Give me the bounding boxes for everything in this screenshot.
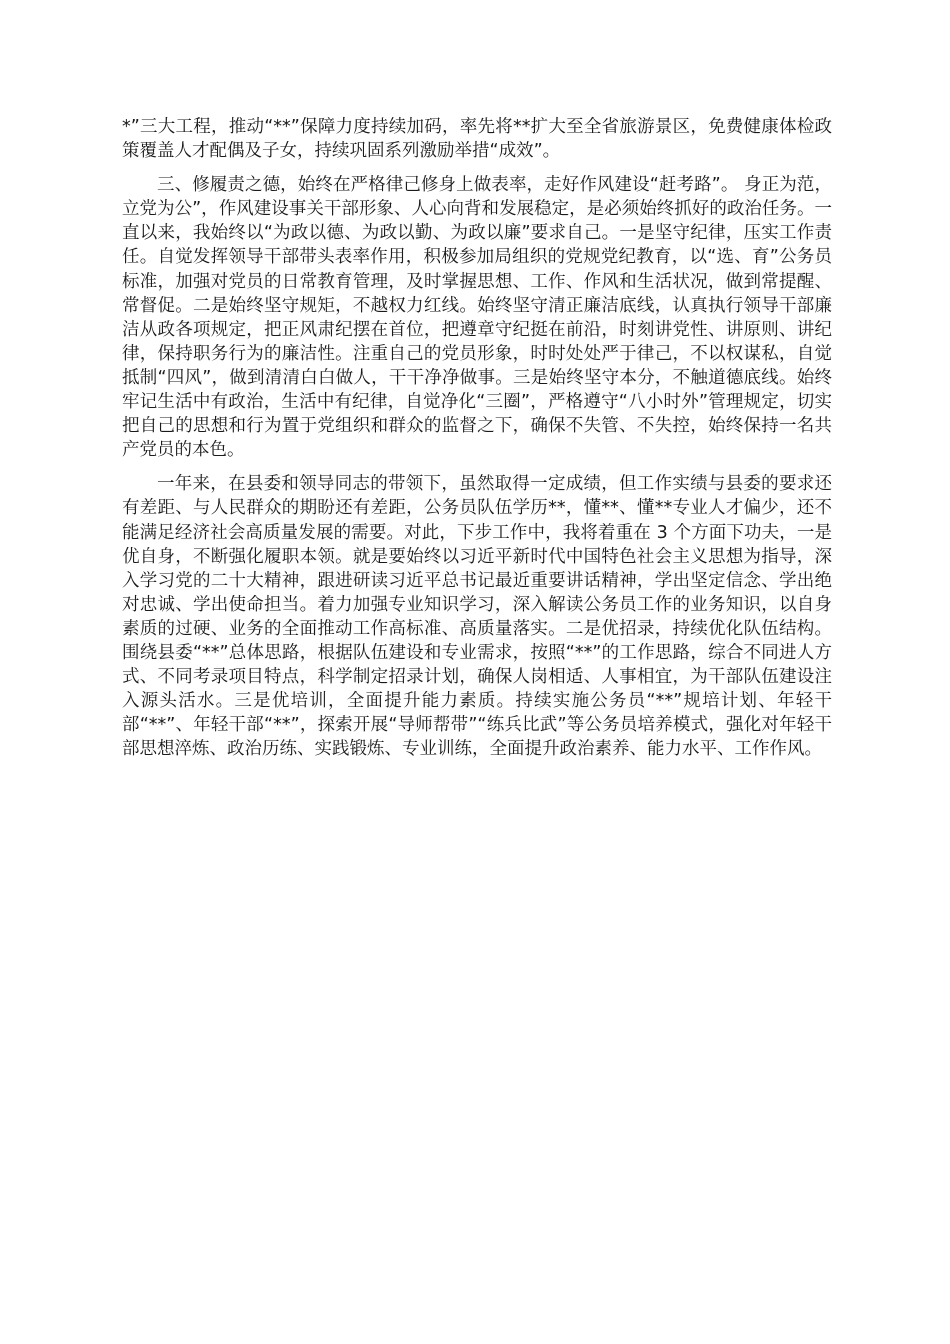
paragraph-continuation: *”三大工程，推动“**”保障力度持续加码，率先将**扩大至全省旅游景区，免费健康体检政策覆盖人才配偶及子女，持续巩固系列激励举措“成效”。 (122, 117, 832, 162)
document-body (122, 115, 832, 771)
paragraph-conduct: 三、修履责之德，始终在严格律己修身上做表率，走好作风建设“赶考路”。 身正为范，立党为公”，作风建设事关干部形象、人心向背和发展稳定，是必须始终抓好的政治任务。一直以来，我始终以“为政以德、为政以勤、为政以廉”要求自己。一是坚守纪律，压实工作责任。自觉发挥领导干部带头表率作用，积极参加局组织的党规党纪教育，以“选、育”公务员标准，加强对党员的日常教育管理，及时掌握思想、工作、作风和生活状况，做到常提醒、常督促。二是始终坚守规矩，不越权力红线。始终坚守清正廉洁底线，认真执行领导干部廉洁从政各项规定，把正风肃纪摆在首位，把遵章守纪挺在前沿，时刻讲党性、讲原则、讲纪律，保持职务行为的廉洁性。注重自己的党员形象，时时处处严于律己，不以权谋私，自觉抵制“四风”，做到清清白白做人，干干净净做事。三是始终坚守本分，不触道德底线。始终牢记生活中有政治，生活中有纪律，自觉净化“三圈”，严格遵守“八小时外”管理规定，切实把自己的思想和行为置于党组织和群众的监督之下，确保不失管、不失控，始终保持一名共产党员的本色。 (122, 175, 832, 461)
paragraph-next-steps: 一年来，在县委和领导同志的带领下，虽然取得一定成绩，但工作实绩与县委的要求还有差距、与人民群众的期盼还有差距，公务员队伍学历**，懂**、懂**专业人才偏少，还不能满足经济社会高质量发展的需要。对此，下步工作中，我将着重在 3 个方面下功夫，一是优自身，不断强化履职本领。就是要始终以习近平新时代中国特色社会主义思想为指导，深入学习党的二十大精神，跟进研读习近平总书记最近重要讲话精神，学出坚定信念、学出绝对忠诚、学出使命担当。着力加强专业知识学习，深入解读公务员工作的业务知识，以自身素质的过硬、业务的全面推动工作高标准、高质量落实。二是优招录，持续优化队伍结构。围绕县委“**”总体思路，根据队伍建设和专业需求，按照“**”的工作思路，综合不同进人方式、不同考录项目特点，科学制定招录计划，确保人岗相适、人事相宜，为干部队伍建设注入源头活水。三是优培训，全面提升能力素质。持续实施公务员“**”规培计划、年轻干部“**”、年轻干部“**”，探索开展“导师帮带”“练兵比武”等公务员培养模式，强化对年轻干部思想淬炼、政治历练、实践锻炼、专业训练，全面提升政治素养、能力水平、工作作风。 (122, 474, 832, 760)
